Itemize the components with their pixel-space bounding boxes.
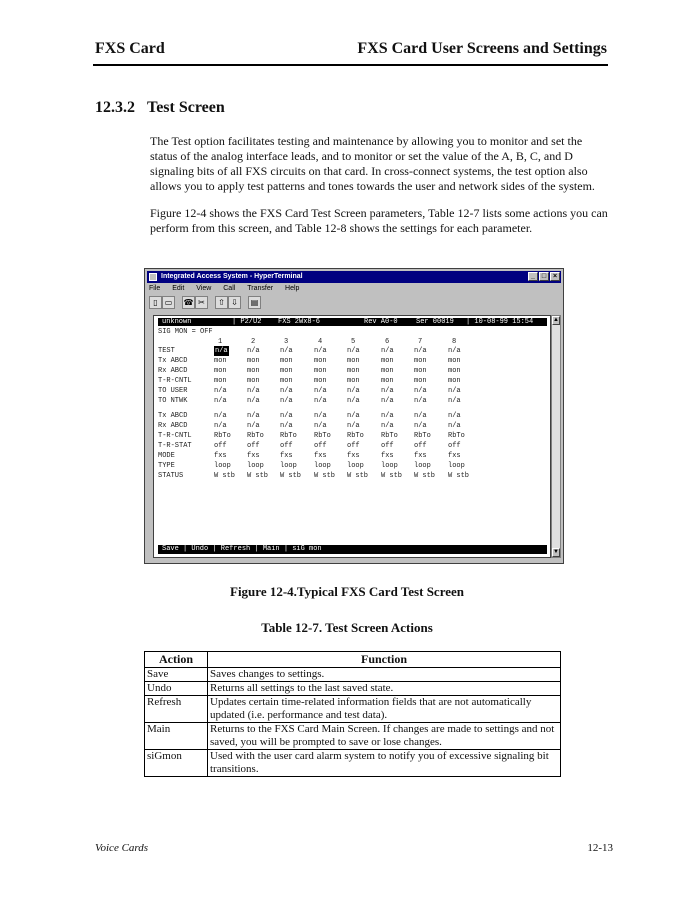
param-label: Rx ABCD xyxy=(158,422,188,430)
param-value[interactable]: n/a xyxy=(314,387,327,395)
param-label: T-R-CNTL xyxy=(158,432,192,440)
param-label: MODE xyxy=(158,452,175,460)
table-caption: Table 12-7. Test Screen Actions xyxy=(261,620,433,635)
table-row xyxy=(145,723,561,750)
param-value[interactable]: n/a xyxy=(280,422,293,430)
col-4: 4 xyxy=(318,338,323,346)
param-value[interactable]: off xyxy=(381,442,394,450)
actions-table xyxy=(144,651,561,777)
terminal-param-row xyxy=(158,346,548,356)
param-label: TO NTWK xyxy=(158,397,188,405)
param-value[interactable]: RbTo xyxy=(381,432,398,440)
param-value[interactable]: loop xyxy=(214,462,231,470)
param-value[interactable]: fxs xyxy=(214,452,227,460)
col-3: 3 xyxy=(284,338,289,346)
table-row xyxy=(145,696,561,723)
running-header-left: FXS Card xyxy=(95,40,165,57)
col-8: 8 xyxy=(452,338,457,346)
hyperterminal-window xyxy=(144,268,564,564)
function-cell: Returns to the FXS Card Main Screen. If changes are made to settings and not saved, you will be prompted to save or lose changes. xyxy=(208,723,561,750)
close-icon[interactable]: × xyxy=(550,272,560,281)
param-value[interactable]: n/a xyxy=(381,422,394,430)
param-value[interactable]: W stb xyxy=(347,472,369,480)
param-value[interactable]: mon xyxy=(214,377,227,385)
param-value[interactable]: n/a xyxy=(280,387,293,395)
param-value[interactable]: mon xyxy=(347,357,360,365)
header-rule xyxy=(93,64,608,66)
param-value[interactable]: mon xyxy=(247,367,260,375)
menu-file[interactable]: File xyxy=(149,285,161,292)
param-value[interactable]: n/a xyxy=(448,387,461,395)
properties-icon[interactable]: ▤ xyxy=(248,296,261,309)
terminal-param-row xyxy=(158,396,548,406)
param-value[interactable]: loop xyxy=(448,462,465,470)
param-value[interactable]: n/a xyxy=(214,387,227,395)
terminal-param-row xyxy=(158,386,548,396)
param-value[interactable]: n/a xyxy=(414,397,427,405)
param-value[interactable]: fxs xyxy=(280,452,293,460)
param-value[interactable]: off xyxy=(314,442,327,450)
param-value[interactable]: n/a xyxy=(347,347,360,355)
param-value[interactable]: mon xyxy=(247,357,260,365)
param-value[interactable]: mon xyxy=(381,377,394,385)
menu-transfer[interactable]: Transfer xyxy=(247,285,274,292)
menu-edit[interactable]: Edit xyxy=(172,285,185,292)
terminal-param-row xyxy=(158,431,548,441)
running-header-right: FXS Card User Screens and Settings xyxy=(357,40,607,57)
param-value[interactable]: off xyxy=(247,442,260,450)
param-value[interactable]: W stb xyxy=(314,472,336,480)
param-label: Tx ABCD xyxy=(158,412,188,420)
param-value[interactable]: n/a xyxy=(314,422,327,430)
param-value[interactable]: n/a xyxy=(314,347,327,355)
param-value[interactable]: RbTo xyxy=(347,432,364,440)
param-value[interactable]: W stb xyxy=(381,472,403,480)
action-cell: siGmon xyxy=(145,750,208,777)
param-value[interactable]: n/a xyxy=(381,387,394,395)
param-value[interactable]: n/a xyxy=(280,412,293,420)
status-card: FXS 2Wx8-6 xyxy=(278,318,321,326)
param-label: TO USER xyxy=(158,387,188,395)
param-value[interactable]: fxs xyxy=(247,452,260,460)
param-value[interactable]: mon xyxy=(280,367,293,375)
col-1: 1 xyxy=(218,338,223,346)
param-value[interactable]: n/a xyxy=(347,397,360,405)
scroll-up-icon[interactable]: ▲ xyxy=(553,317,559,323)
menu-help[interactable]: Help xyxy=(285,285,300,292)
param-value[interactable]: W stb xyxy=(280,472,302,480)
phone-icon[interactable]: ☎ xyxy=(183,298,194,307)
param-value[interactable]: mon xyxy=(414,377,427,385)
param-value[interactable]: mon xyxy=(214,357,227,365)
param-value[interactable]: n/a xyxy=(247,397,260,405)
terminal-param-row xyxy=(158,366,548,376)
header-action: Action xyxy=(145,652,208,668)
param-value[interactable]: mon xyxy=(448,377,461,385)
app-icon xyxy=(149,273,157,281)
footer-left: Voice Cards xyxy=(95,842,149,854)
terminal-param-row xyxy=(158,471,548,481)
figure-reference-paragraph: Figure 12-4 shows the FXS Card Test Screen parameters, Table 12-7 lists some actions you can perform from this screen, and Table 12-8 shows the settings for each parameter. xyxy=(150,206,608,235)
param-value[interactable]: n/a xyxy=(247,347,260,355)
status-date: | 10-08-99 15:54 xyxy=(466,318,534,326)
table-row xyxy=(145,682,561,696)
param-value[interactable]: n/a xyxy=(414,347,427,355)
col-2: 2 xyxy=(251,338,256,346)
header-function: Function xyxy=(208,652,561,668)
param-value[interactable]: mon xyxy=(280,357,293,365)
param-value[interactable]: mon xyxy=(214,367,227,375)
function-cell: Used with the user card alarm system to notify you of excessive signaling bit transitions. xyxy=(208,750,561,777)
param-value[interactable]: n/a xyxy=(381,397,394,405)
param-value[interactable]: n/a xyxy=(214,397,227,405)
function-cell: Saves changes to settings. xyxy=(208,668,561,682)
param-label: TYPE xyxy=(158,462,175,470)
param-value[interactable]: n/a xyxy=(347,412,360,420)
param-value[interactable]: n/a xyxy=(414,412,427,420)
param-value[interactable]: W stb xyxy=(247,472,269,480)
param-value[interactable]: mon xyxy=(347,377,360,385)
terminal-param-row xyxy=(158,411,548,421)
param-value[interactable]: loop xyxy=(347,462,364,470)
param-value[interactable]: n/a xyxy=(347,422,360,430)
param-value[interactable]: mon xyxy=(381,367,394,375)
menu-bar xyxy=(147,284,307,294)
param-value[interactable]: mon xyxy=(314,367,327,375)
section-number: 12.3.2 xyxy=(95,99,135,116)
param-value[interactable]: fxs xyxy=(414,452,427,460)
menu-call[interactable]: Call xyxy=(223,285,236,292)
param-value[interactable]: W stb xyxy=(414,472,436,480)
col-5: 5 xyxy=(351,338,356,346)
sig-mon-line xyxy=(158,327,548,337)
param-value[interactable]: RbTo xyxy=(314,432,331,440)
param-value[interactable]: mon xyxy=(381,357,394,365)
terminal-param-row xyxy=(158,356,548,366)
param-value[interactable]: mon xyxy=(280,377,293,385)
function-cell: Returns all settings to the last saved state. xyxy=(208,682,561,696)
col-7: 7 xyxy=(418,338,423,346)
param-value[interactable]: n/a xyxy=(280,347,293,355)
param-value[interactable]: off xyxy=(214,442,227,450)
param-value[interactable]: n/a xyxy=(280,397,293,405)
param-label: Tx ABCD xyxy=(158,357,188,365)
param-value[interactable]: loop xyxy=(280,462,297,470)
intro-paragraph: The Test option facilitates testing and maintenance by allowing you to monitor and set the status of the analog interface leads, and to monitor or set the value of the A, B, C, and D signaling bits of all FXS circuits on that card. In cross-connect systems, the test option also allows you to apply test patterns and tones towards the user and network sides of the system. xyxy=(150,134,595,193)
terminal-status-bar xyxy=(158,318,547,326)
terminal-param-row xyxy=(158,441,548,451)
param-value[interactable]: off xyxy=(347,442,360,450)
param-value[interactable]: mon xyxy=(414,367,427,375)
terminal-screen[interactable] xyxy=(153,315,551,558)
action-cell: Refresh xyxy=(145,696,208,723)
param-value[interactable]: mon xyxy=(448,357,461,365)
param-value[interactable]: mon xyxy=(314,357,327,365)
section-heading xyxy=(95,99,225,117)
receive-icon[interactable]: ⇩ xyxy=(228,296,241,309)
open-icon[interactable]: ▭ xyxy=(162,296,175,309)
param-value[interactable]: n/a xyxy=(347,387,360,395)
param-value[interactable]: loop xyxy=(314,462,331,470)
section-title: Test Screen xyxy=(147,99,225,116)
table-row xyxy=(145,668,561,682)
param-value[interactable]: W stb xyxy=(214,472,236,480)
param-value[interactable]: off xyxy=(414,442,427,450)
param-value[interactable]: n/a xyxy=(314,412,327,420)
minimize-icon[interactable]: _ xyxy=(528,272,538,281)
param-value[interactable]: n/a xyxy=(448,397,461,405)
param-value[interactable]: loop xyxy=(247,462,264,470)
status-rev: Rev A0-0 xyxy=(364,318,398,326)
param-label: STATUS xyxy=(158,472,184,480)
status-name: unknown xyxy=(162,318,192,326)
param-value[interactable]: n/a xyxy=(247,387,260,395)
param-value[interactable]: RbTo xyxy=(214,432,231,440)
param-value[interactable]: n/a xyxy=(314,397,327,405)
param-value[interactable]: n/a xyxy=(381,347,394,355)
param-value[interactable]: n/a xyxy=(448,412,461,420)
param-value[interactable]: mon xyxy=(247,377,260,385)
window-title: Integrated Access System - HyperTerminal xyxy=(161,273,303,280)
param-value[interactable]: mon xyxy=(314,377,327,385)
new-icon[interactable]: ▯ xyxy=(149,296,162,309)
terminal-param-row xyxy=(158,376,548,386)
param-value[interactable]: mon xyxy=(347,367,360,375)
figure-caption: Figure 12-4.Typical FXS Card Test Screen xyxy=(230,584,464,599)
param-value[interactable]: loop xyxy=(381,462,398,470)
action-menu-bar[interactable]: Save | Undo | Refresh | Main | siG mon xyxy=(158,545,547,554)
param-label: T-R-CNTL xyxy=(158,377,192,385)
sig-mon-text: SIG MON = OFF xyxy=(158,328,213,336)
param-value[interactable]: n/a xyxy=(381,412,394,420)
param-value[interactable]: RbTo xyxy=(448,432,465,440)
param-value[interactable]: off xyxy=(448,442,461,450)
function-cell: Updates certain time-related information fields that are not automatically updated (i.e. performance and test data). xyxy=(208,696,561,723)
send-icon[interactable]: ⇧ xyxy=(215,296,228,309)
disconnect-icon[interactable]: ✂ xyxy=(195,296,208,309)
status-serial: Ser 00019 xyxy=(416,318,454,326)
terminal-param-row xyxy=(158,421,548,431)
window-titlebar xyxy=(147,271,561,283)
col-6: 6 xyxy=(385,338,390,346)
action-cell: Save xyxy=(145,668,208,682)
param-value[interactable]: fxs xyxy=(381,452,394,460)
param-value[interactable]: n/a xyxy=(247,412,260,420)
table-header-row xyxy=(145,652,561,668)
page-number: 12-13 xyxy=(587,842,613,854)
param-value[interactable]: fxs xyxy=(314,452,327,460)
action-cell: Undo xyxy=(145,682,208,696)
param-label: T-R-STAT xyxy=(158,442,192,450)
scroll-down-icon[interactable]: ▼ xyxy=(553,549,559,555)
action-cell: Main xyxy=(145,723,208,750)
param-value[interactable]: n/a xyxy=(448,347,461,355)
param-value[interactable]: n/a xyxy=(448,422,461,430)
param-value[interactable]: n/a xyxy=(214,422,227,430)
param-label: TEST xyxy=(158,347,175,355)
param-value[interactable]: mon xyxy=(414,357,427,365)
param-value[interactable]: n/a xyxy=(414,422,427,430)
terminal-param-row xyxy=(158,451,548,461)
param-value[interactable]: n/a xyxy=(247,422,260,430)
param-value[interactable]: mon xyxy=(448,367,461,375)
param-value[interactable]: n/a xyxy=(215,347,228,355)
param-value[interactable]: RbTo xyxy=(247,432,264,440)
param-value[interactable]: loop xyxy=(414,462,431,470)
param-value[interactable]: fxs xyxy=(448,452,461,460)
param-value[interactable]: RbTo xyxy=(280,432,297,440)
vertical-scrollbar[interactable] xyxy=(551,315,561,558)
status-slot: | P2/U2 xyxy=(232,318,262,326)
param-value[interactable]: RbTo xyxy=(414,432,431,440)
terminal-param-row xyxy=(158,461,548,471)
param-value[interactable]: off xyxy=(280,442,293,450)
param-value[interactable]: n/a xyxy=(414,387,427,395)
param-value[interactable]: fxs xyxy=(347,452,360,460)
menu-view[interactable]: View xyxy=(196,285,212,292)
param-value[interactable]: n/a xyxy=(214,412,227,420)
table-row xyxy=(145,750,561,777)
param-value[interactable]: W stb xyxy=(448,472,470,480)
param-label: Rx ABCD xyxy=(158,367,188,375)
maximize-icon[interactable]: □ xyxy=(539,272,549,281)
